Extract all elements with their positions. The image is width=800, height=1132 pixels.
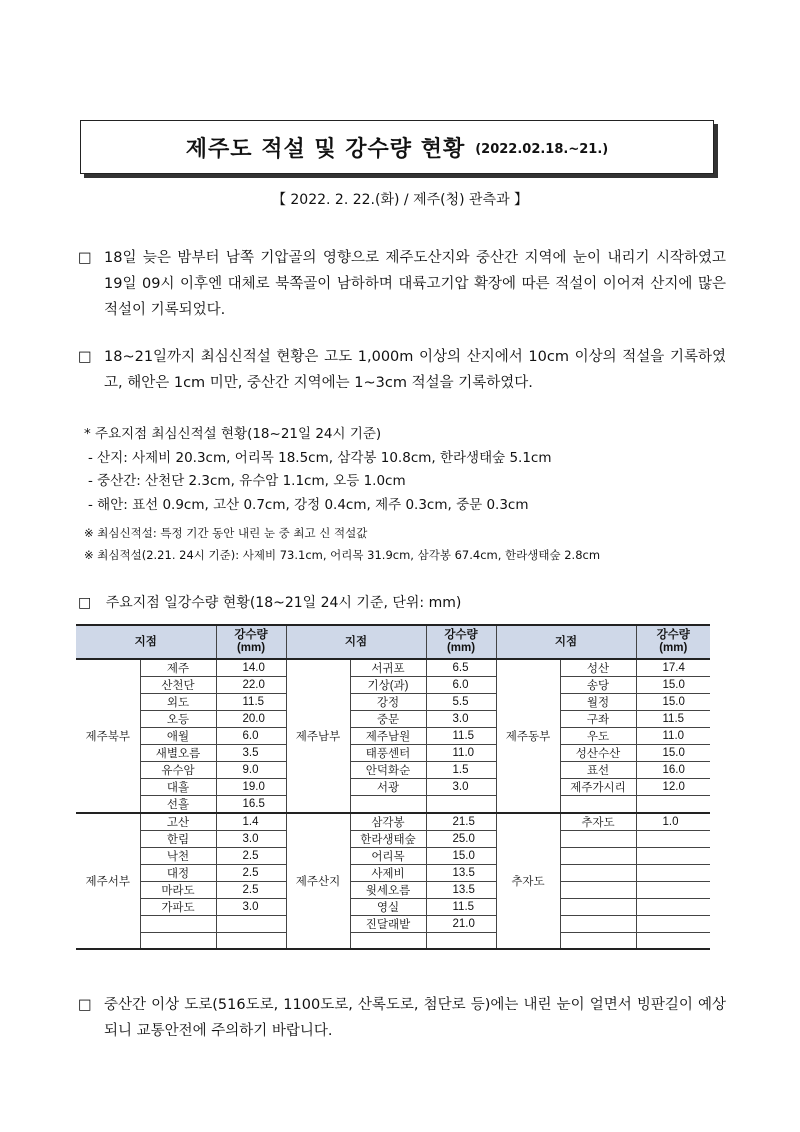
region-cell: 제주산지 bbox=[286, 813, 350, 949]
station-cell: 중문 bbox=[350, 711, 426, 728]
table-row bbox=[76, 865, 710, 882]
amount-cell bbox=[426, 933, 496, 950]
amount-cell: 15.0 bbox=[426, 848, 496, 865]
amount-cell: 11.0 bbox=[426, 745, 496, 762]
table-row bbox=[76, 711, 710, 728]
amount-cell: 2.5 bbox=[216, 882, 286, 899]
region-cell: 제주동부 bbox=[496, 659, 560, 813]
amount-cell: 13.5 bbox=[426, 882, 496, 899]
checkbox-bullet-icon: □ bbox=[78, 349, 92, 365]
amount-cell bbox=[636, 796, 710, 814]
amount-cell bbox=[636, 916, 710, 933]
station-cell: 한림 bbox=[140, 831, 216, 848]
station-cell: 기상(과) bbox=[350, 677, 426, 694]
station-cell bbox=[560, 831, 636, 848]
page-title: 제주도 적설 및 강수량 현황 bbox=[185, 136, 466, 162]
paragraph-2 bbox=[78, 344, 726, 396]
station-cell: 구좌 bbox=[560, 711, 636, 728]
station-cell: 안덕화순 bbox=[350, 762, 426, 779]
amount-cell: 6.5 bbox=[426, 659, 496, 677]
amount-cell: 15.0 bbox=[636, 694, 710, 711]
station-cell: 어리목 bbox=[350, 848, 426, 865]
amount-cell: 11.0 bbox=[636, 728, 710, 745]
amount-cell: 3.0 bbox=[216, 899, 286, 916]
amount-cell: 2.5 bbox=[216, 865, 286, 882]
amount-cell: 1.0 bbox=[636, 813, 710, 831]
header-amount: 강수량 (mm) bbox=[426, 625, 496, 659]
station-cell bbox=[140, 933, 216, 950]
station-cell bbox=[560, 848, 636, 865]
station-cell bbox=[560, 916, 636, 933]
amount-cell bbox=[636, 933, 710, 950]
amount-cell: 20.0 bbox=[216, 711, 286, 728]
station-cell: 애월 bbox=[140, 728, 216, 745]
amount-cell: 3.0 bbox=[426, 779, 496, 796]
station-cell: 외도 bbox=[140, 694, 216, 711]
table-title-text: 주요지점 일강수량 현황(18~21일 24시 기준, 단위: mm) bbox=[105, 595, 462, 611]
station-cell bbox=[560, 882, 636, 899]
station-cell: 윗세오름 bbox=[350, 882, 426, 899]
table-row bbox=[76, 762, 710, 779]
amount-cell: 19.0 bbox=[216, 779, 286, 796]
station-cell: 태풍센터 bbox=[350, 745, 426, 762]
amount-cell: 1.4 bbox=[216, 813, 286, 831]
snow-list-item: - 해안: 표선 0.9cm, 고산 0.7cm, 강정 0.4cm, 제주 0.3cm, 중문 0.3cm bbox=[88, 496, 529, 513]
paragraph-3 bbox=[78, 992, 726, 1044]
station-cell: 한라생태숲 bbox=[350, 831, 426, 848]
station-cell bbox=[560, 899, 636, 916]
table-row bbox=[76, 694, 710, 711]
station-cell: 서광 bbox=[350, 779, 426, 796]
station-cell: 진달래밭 bbox=[350, 916, 426, 933]
table-row bbox=[76, 848, 710, 865]
amount-cell bbox=[426, 796, 496, 814]
station-cell: 가파도 bbox=[140, 899, 216, 916]
amount-cell: 9.0 bbox=[216, 762, 286, 779]
notes bbox=[84, 522, 600, 566]
amount-cell: 14.0 bbox=[216, 659, 286, 677]
subtitle: 【 2022. 2. 22.(화) / 제주(청) 관측과 】 bbox=[271, 192, 529, 208]
station-cell bbox=[560, 933, 636, 950]
station-cell: 월정 bbox=[560, 694, 636, 711]
table-title bbox=[78, 592, 461, 612]
station-cell: 삼각봉 bbox=[350, 813, 426, 831]
amount-cell: 21.0 bbox=[426, 916, 496, 933]
station-cell: 추자도 bbox=[560, 813, 636, 831]
amount-cell bbox=[636, 899, 710, 916]
amount-cell: 22.0 bbox=[216, 677, 286, 694]
amount-cell bbox=[636, 882, 710, 899]
amount-cell: 3.0 bbox=[216, 831, 286, 848]
amount-cell: 13.5 bbox=[426, 865, 496, 882]
checkbox-bullet-icon: □ bbox=[78, 595, 92, 611]
station-cell bbox=[350, 796, 426, 814]
header-station: 지점 bbox=[286, 625, 426, 659]
snow-list-item: - 산지: 사제비 20.3cm, 어리목 18.5cm, 삼각봉 10.8cm, 한라생태숲 5.1cm bbox=[88, 449, 552, 466]
note-item: ※ 최심신적설: 특정 기간 동안 내린 눈 중 최고 신 적설값 bbox=[84, 526, 368, 540]
amount-cell: 6.0 bbox=[216, 728, 286, 745]
station-cell: 성산수산 bbox=[560, 745, 636, 762]
amount-cell: 21.5 bbox=[426, 813, 496, 831]
amount-cell: 2.5 bbox=[216, 848, 286, 865]
amount-cell bbox=[216, 933, 286, 950]
table-row bbox=[76, 779, 710, 796]
station-cell: 제주가시리 bbox=[560, 779, 636, 796]
amount-cell bbox=[216, 916, 286, 933]
amount-cell: 1.5 bbox=[426, 762, 496, 779]
station-cell: 표선 bbox=[560, 762, 636, 779]
table-row bbox=[76, 813, 710, 831]
station-cell: 낙천 bbox=[140, 848, 216, 865]
station-cell: 대정 bbox=[140, 865, 216, 882]
table-row bbox=[76, 659, 710, 677]
checkbox-bullet-icon: □ bbox=[78, 250, 92, 266]
paragraph-1-text: 18일 늦은 밤부터 남쪽 기압골의 영향으로 제주도산지와 중산간 지역에 눈이 내리기 시작하였고 19일 09시 이후엔 대체로 북쪽골이 남하하며 대륙고기압 확장에 따른 적설이 이어져 산지에 많은 적설이 기록되었다. bbox=[104, 250, 726, 318]
paragraph-3-text: 중산간 이상 도로(516도로, 1100도로, 산록도로, 첨단로 등)에는 내린 눈이 얼면서 빙판길이 예상되니 교통안전에 주의하기 바랍니다. bbox=[104, 997, 726, 1039]
snow-list-item: - 중산간: 산천단 2.3cm, 유수암 1.1cm, 오등 1.0cm bbox=[88, 473, 406, 489]
station-cell: 유수암 bbox=[140, 762, 216, 779]
table-row bbox=[76, 728, 710, 745]
title-box bbox=[80, 120, 714, 174]
station-cell: 제주 bbox=[140, 659, 216, 677]
snow-list-header: * 주요지점 최심신적설 현황(18~21일 24시 기준) bbox=[84, 426, 382, 442]
station-cell: 영실 bbox=[350, 899, 426, 916]
region-cell: 제주북부 bbox=[76, 659, 140, 813]
station-cell: 우도 bbox=[560, 728, 636, 745]
amount-cell: 3.0 bbox=[426, 711, 496, 728]
table-row bbox=[76, 831, 710, 848]
region-cell: 제주서부 bbox=[76, 813, 140, 949]
station-cell: 고산 bbox=[140, 813, 216, 831]
table-row bbox=[76, 745, 710, 762]
station-cell: 대흘 bbox=[140, 779, 216, 796]
amount-cell: 11.5 bbox=[426, 728, 496, 745]
amount-cell: 11.5 bbox=[216, 694, 286, 711]
station-cell: 오등 bbox=[140, 711, 216, 728]
amount-cell bbox=[636, 865, 710, 882]
region-cell: 추자도 bbox=[496, 813, 560, 949]
region-cell: 제주남부 bbox=[286, 659, 350, 813]
checkbox-bullet-icon: □ bbox=[78, 997, 92, 1013]
station-cell: 강정 bbox=[350, 694, 426, 711]
station-cell: 마라도 bbox=[140, 882, 216, 899]
table-row bbox=[76, 677, 710, 694]
table-row bbox=[76, 933, 710, 950]
amount-cell: 5.5 bbox=[426, 694, 496, 711]
paragraph-2-text: 18~21일까지 최심신적설 현황은 고도 1,000m 이상의 산지에서 10cm 이상의 적설을 기록하였고, 해안은 1cm 미만, 중산간 지역에는 1~3cm 적설을 기록하였다. bbox=[104, 349, 726, 391]
paragraph-1 bbox=[78, 245, 726, 323]
snow-list bbox=[84, 423, 552, 517]
station-cell bbox=[140, 916, 216, 933]
amount-cell: 11.5 bbox=[426, 899, 496, 916]
precipitation-table bbox=[76, 624, 710, 950]
title-date: (2022.02.18.~21.) bbox=[475, 141, 609, 157]
amount-cell: 3.5 bbox=[216, 745, 286, 762]
station-cell: 사제비 bbox=[350, 865, 426, 882]
amount-cell: 25.0 bbox=[426, 831, 496, 848]
amount-cell: 17.4 bbox=[636, 659, 710, 677]
station-cell: 제주남원 bbox=[350, 728, 426, 745]
table-header-row bbox=[76, 625, 710, 659]
station-cell: 선흘 bbox=[140, 796, 216, 814]
amount-cell bbox=[636, 848, 710, 865]
amount-cell: 15.0 bbox=[636, 677, 710, 694]
amount-cell: 16.5 bbox=[216, 796, 286, 814]
table-row bbox=[76, 899, 710, 916]
note-item: ※ 최심적설(2.21. 24시 기준): 사제비 73.1cm, 어리목 31.9cm, 삼각봉 67.4cm, 한라생태숲 2.8cm bbox=[84, 548, 601, 562]
amount-cell: 16.0 bbox=[636, 762, 710, 779]
station-cell: 성산 bbox=[560, 659, 636, 677]
amount-cell: 6.0 bbox=[426, 677, 496, 694]
amount-cell: 15.0 bbox=[636, 745, 710, 762]
table-row bbox=[76, 916, 710, 933]
station-cell: 새별오름 bbox=[140, 745, 216, 762]
amount-cell bbox=[636, 831, 710, 848]
header-amount: 강수량 (mm) bbox=[216, 625, 286, 659]
station-cell: 산천단 bbox=[140, 677, 216, 694]
station-cell: 송당 bbox=[560, 677, 636, 694]
header-amount: 강수량 (mm) bbox=[636, 625, 710, 659]
header-station: 지점 bbox=[76, 625, 216, 659]
header-station: 지점 bbox=[496, 625, 636, 659]
station-cell bbox=[560, 865, 636, 882]
amount-cell: 11.5 bbox=[636, 711, 710, 728]
station-cell bbox=[350, 933, 426, 950]
station-cell: 서귀포 bbox=[350, 659, 426, 677]
table-row bbox=[76, 796, 710, 814]
amount-cell: 12.0 bbox=[636, 779, 710, 796]
station-cell bbox=[560, 796, 636, 814]
table-row bbox=[76, 882, 710, 899]
